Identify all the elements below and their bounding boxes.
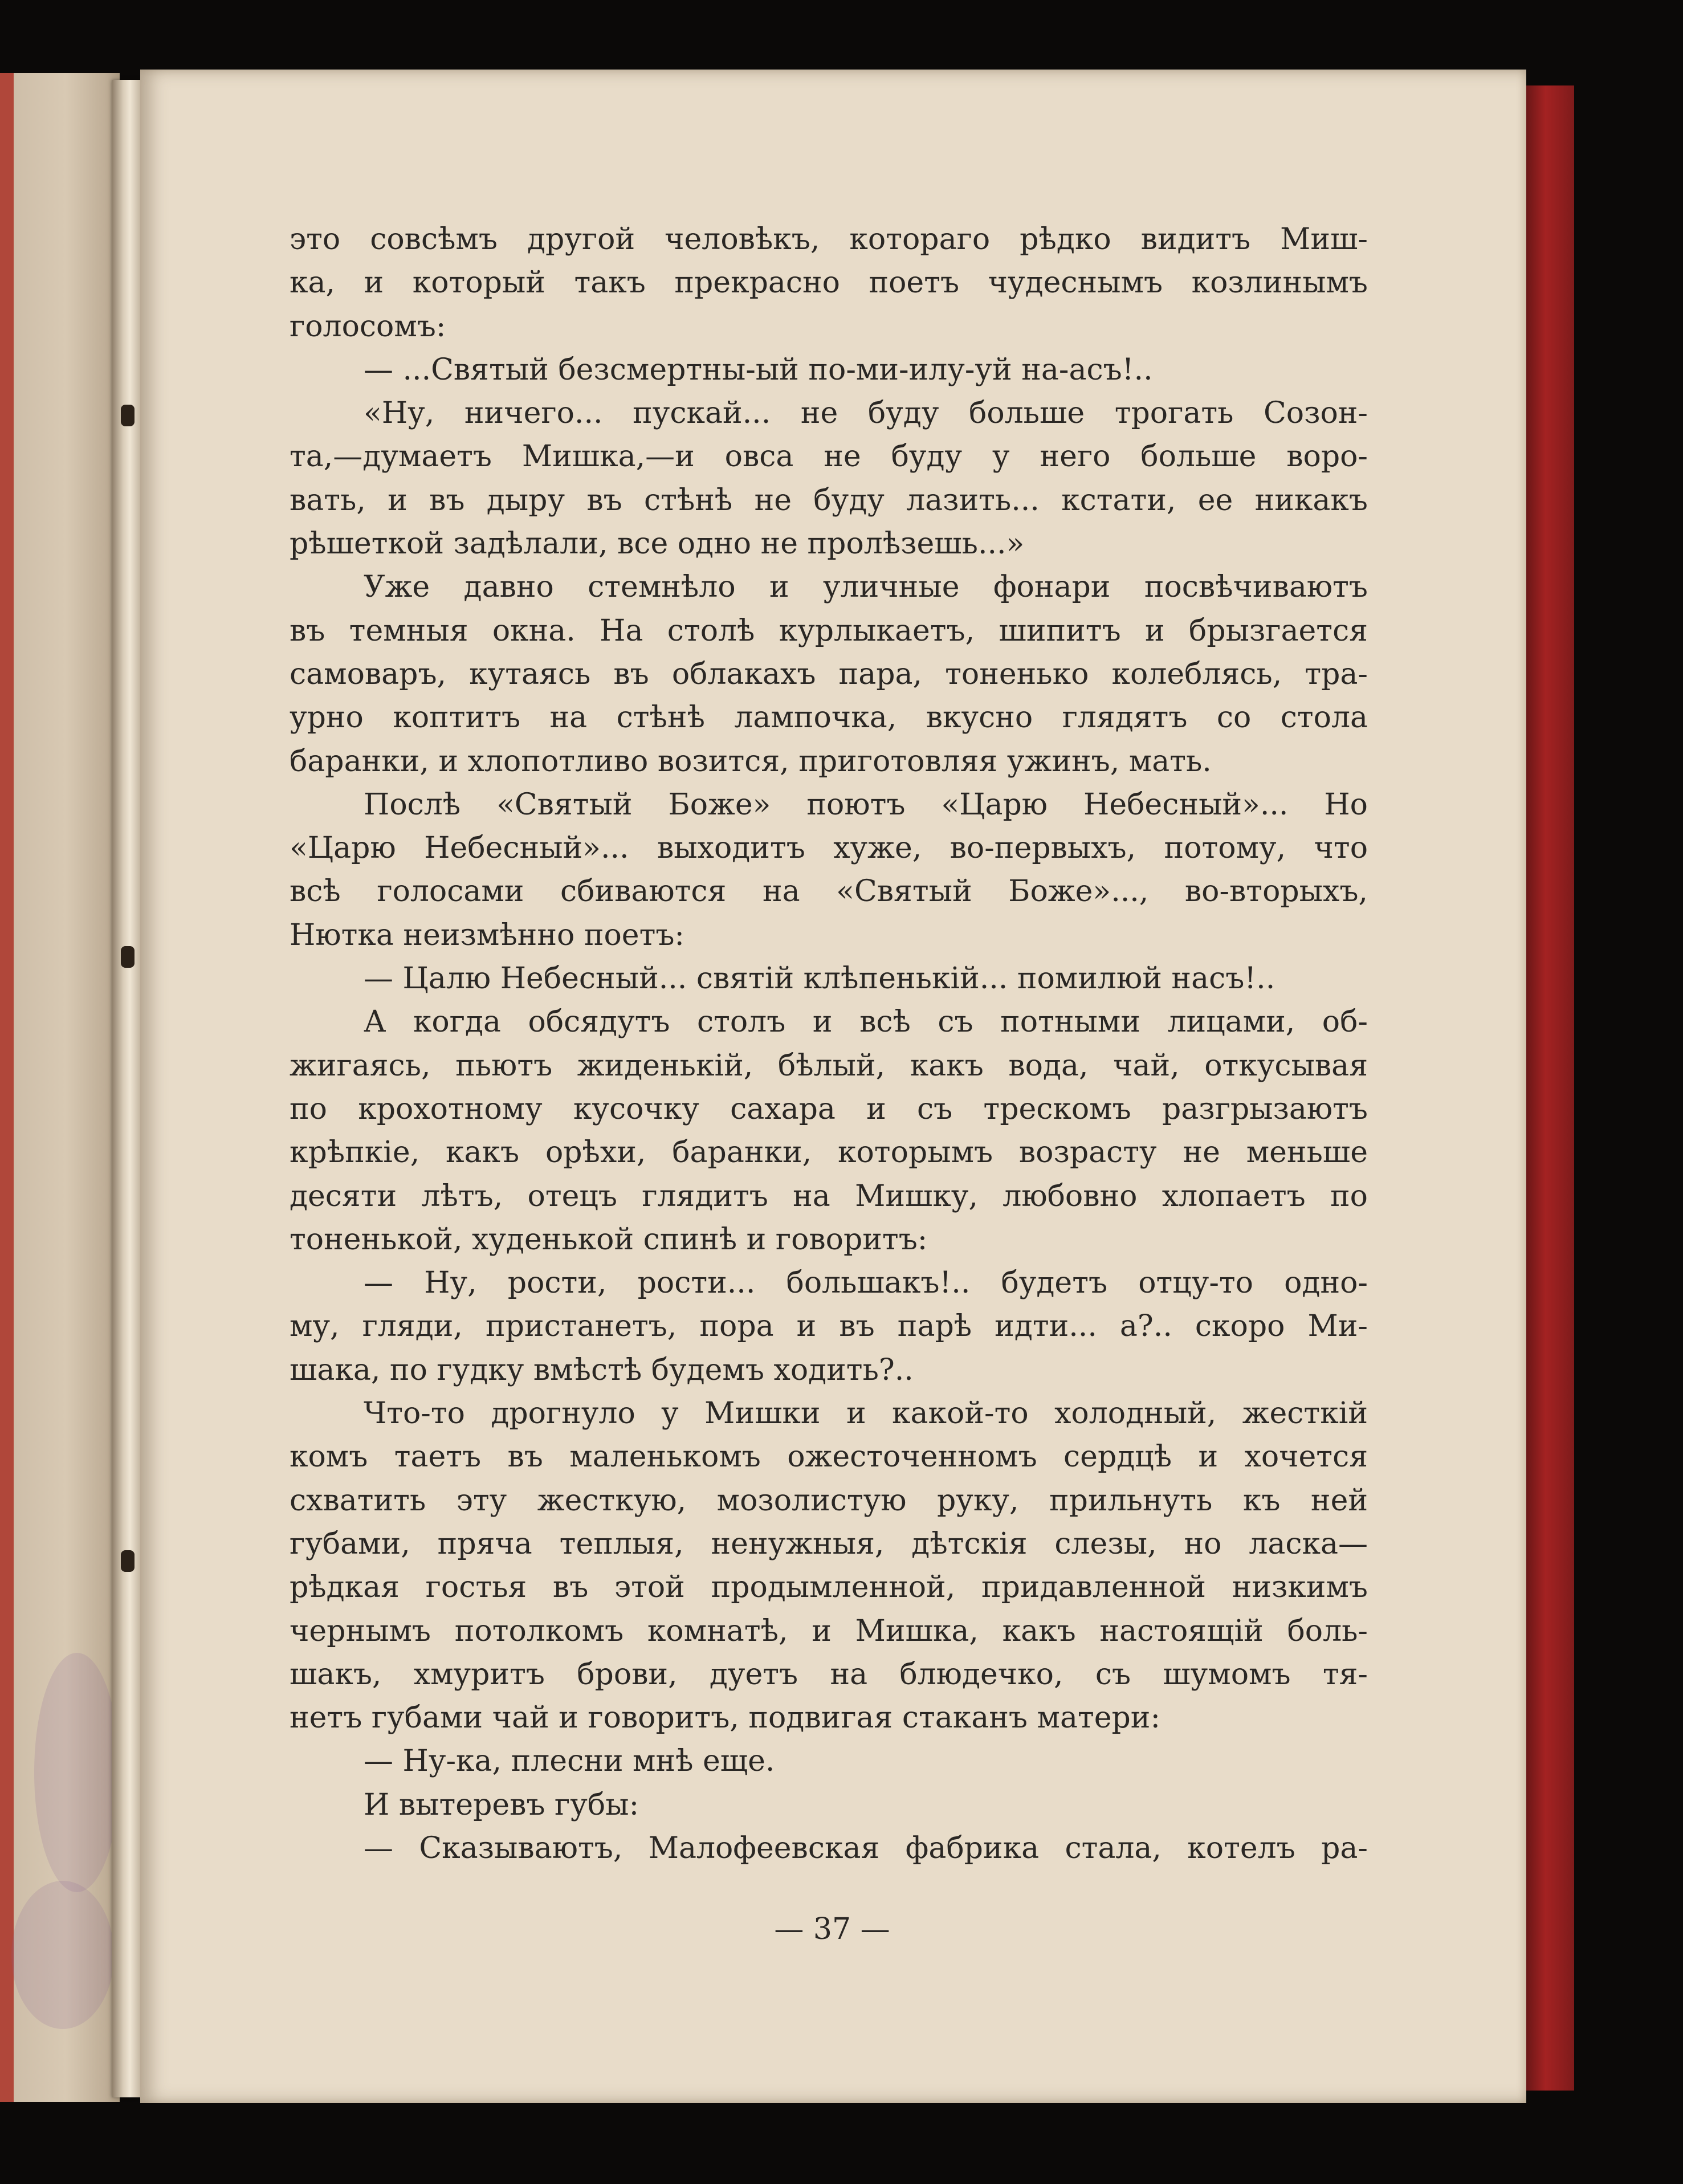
- ink-stain: [11, 1881, 114, 2029]
- page-text: [290, 218, 1368, 1870]
- left-page-edge: [0, 73, 14, 2102]
- text-line: му, гляди, пристанетъ, пора и въ парѣ идти... а?.. скоро Ми-: [290, 1309, 1368, 1344]
- binding-stitch: [121, 405, 135, 426]
- text-line: шакъ, хмуритъ брови, дуетъ на блюдечко, съ шумомъ тя-: [290, 1657, 1368, 1692]
- text-line: Послѣ «Святый Боже» поютъ «Царю Небесный»... Но: [364, 787, 1368, 822]
- text-line: урно коптитъ на стѣнѣ лампочка, вкусно глядятъ со стола: [290, 700, 1368, 735]
- text-line: въ темныя окна. На столѣ курлыкаетъ, шипитъ и брызгается: [290, 613, 1368, 648]
- text-line: тоненькой, худенькой спинѣ и говоритъ:: [290, 1222, 928, 1257]
- text-line: десяти лѣтъ, отецъ глядитъ на Мишку, любовно хлопаетъ по: [290, 1179, 1368, 1213]
- text-line: И вытеревъ губы:: [364, 1787, 639, 1822]
- text-line: Уже давно стемнѣло и уличные фонари посвѣчиваютъ: [364, 570, 1368, 605]
- text-line: — ...Святый безсмертны-ый по-ми-илу-уй на-асъ!..: [364, 352, 1153, 387]
- text-line: крѣпкіе, какъ орѣхи, баранки, которымъ возрасту не меньше: [290, 1135, 1368, 1170]
- text-line: нетъ губами чай и говоритъ, подвигая стаканъ матери:: [290, 1701, 1160, 1735]
- text-line: губами, пряча теплыя, ненужныя, дѣтскія слезы, но ласка—: [290, 1526, 1368, 1561]
- text-line: схватить эту жесткую, мозолистую руку, прильнуть къ ней: [290, 1483, 1368, 1518]
- text-line: голосомъ:: [290, 309, 446, 344]
- text-line: — Сказываютъ, Малофеевская фабрика стала, котелъ ра-: [364, 1831, 1368, 1865]
- text-line: — Ну, рости, рости... большакъ!.. будетъ отцу-то одно-: [364, 1266, 1368, 1301]
- text-line: чернымъ потолкомъ комнатѣ, и Мишка, какъ настоящій боль-: [290, 1613, 1368, 1648]
- ink-stain: [34, 1653, 120, 1892]
- text-line: шака, по гудку вмѣстѣ будемъ ходить?..: [290, 1352, 914, 1387]
- text-line: «Царю Небесный»... выходитъ хуже, во-первыхъ, потому, что: [290, 831, 1368, 866]
- text-line: А когда обсядутъ столъ и всѣ съ потными лицами, об-: [364, 1005, 1368, 1040]
- binding-stitch: [121, 946, 135, 968]
- text-line: вать, и въ дыру въ стѣнѣ не буду лазить... кстати, ее никакъ: [290, 483, 1368, 518]
- text-line: самоваръ, кутаясь въ облакахъ пара, тоненько колеблясь, тра-: [290, 657, 1368, 691]
- binding-stitch: [121, 1550, 135, 1572]
- text-line: жигаясь, пьютъ жиденькій, бѣлый, какъ вода, чай, откусывая: [290, 1048, 1368, 1083]
- text-line: всѣ голосами сбиваются на «Святый Боже»..., во-вторыхъ,: [290, 874, 1368, 909]
- text-line: «Ну, ничего... пускай... не буду больше трогать Созон-: [364, 396, 1368, 431]
- text-line: комъ таетъ въ маленькомъ ожесточенномъ сердцѣ и хочется: [290, 1440, 1368, 1474]
- text-line: ка, и который такъ прекрасно поетъ чудеснымъ козлинымъ: [290, 266, 1368, 300]
- text-line: Нютка неизмѣнно поетъ:: [290, 918, 684, 952]
- text-line: рѣдкая гостья въ этой продымленной, придавленной низкимъ: [290, 1570, 1368, 1605]
- text-line: Что-то дрогнуло у Мишки и какой-то холодный, жесткій: [364, 1396, 1368, 1431]
- book-cover-edge: [1526, 85, 1574, 2091]
- page-number: — 37 —: [774, 1912, 890, 1946]
- text-line: это совсѣмъ другой человѣкъ, котораго рѣдко видитъ Миш-: [290, 222, 1368, 256]
- text-line: — Цалю Небесный... святій клѣпенькій... помилюй насъ!..: [364, 961, 1276, 996]
- text-line: рѣшеткой задѣлали, все одно не пролѣзешь...»: [290, 527, 1025, 561]
- text-line: — Ну-ка, плесни мнѣ еще.: [364, 1744, 775, 1779]
- text-line: по крохотному кусочку сахара и съ трескомъ разгрызаютъ: [290, 1091, 1368, 1126]
- text-line: та,—думаетъ Мишка,—и овса не буду у него больше воро-: [290, 439, 1368, 474]
- text-line: баранки, и хлопотливо возится, приготовляя ужинъ, мать.: [290, 744, 1212, 779]
